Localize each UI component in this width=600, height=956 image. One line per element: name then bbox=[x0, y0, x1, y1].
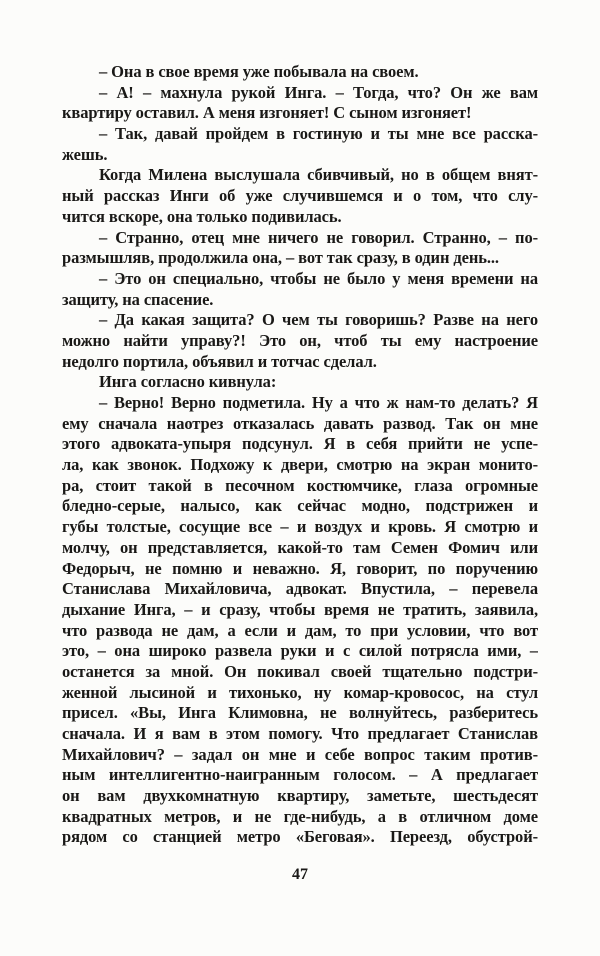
text-line: защиту, на спасение. bbox=[62, 289, 214, 309]
text-line: молчу, он представляется, какой-то там Семен Фомич или bbox=[62, 537, 538, 557]
text-line: Федорыч, не помню и неважно. Я, говорит, по поручению bbox=[62, 558, 538, 578]
text-line: – Это он специально, чтобы не было у меня времени на bbox=[99, 268, 538, 288]
text-line: женной лысиной и тихонько, ну комар-кровосос, на стул bbox=[62, 682, 538, 702]
text-line: жешь. bbox=[62, 144, 108, 164]
text-line: ему сначала наотрез отказалась давать развод. Так он мне bbox=[62, 413, 538, 433]
text-line: ным интеллигентно-наигранным голосом. – А предлагает bbox=[62, 765, 538, 785]
text-line: что развода не дам, а если и дам, то при условии, что вот bbox=[62, 620, 538, 640]
text-line: Когда Милена выслушала сбивчивый, но в общем внят- bbox=[99, 165, 538, 185]
text-line: – Да какая защита? О чем ты говоришь? Разве на него bbox=[99, 310, 538, 330]
text-line: квартиру оставил. А меня изгоняет! С сыном изгоняет! bbox=[62, 103, 472, 123]
text-line: квадратных метров, и не где-нибудь, а в отличном доме bbox=[62, 806, 538, 826]
text-line: рядом со станцией метро «Беговая». Переезд, обустрой- bbox=[62, 827, 538, 847]
text-line: губы толстые, сосущие все – и воздух и кровь. Я смотрю и bbox=[62, 517, 538, 537]
text-line: сначала. И я вам в этом помогу. Что предлагает Станислав bbox=[62, 724, 538, 743]
text-line: ла, как звонок. Подхожу к двери, смотрю на экран монито- bbox=[62, 455, 538, 475]
text-line: – Так, давай пройдем в гостиную и ты мне все расска- bbox=[99, 124, 538, 144]
text-line: Станислава Михайловича, адвокат. Впустила, – перевела bbox=[62, 579, 538, 599]
text-line: – Странно, отец мне ничего не говорил. Странно, – по- bbox=[99, 227, 538, 247]
text-line: Инга согласно кивнула: bbox=[99, 372, 277, 392]
text-line: – Она в свое время уже побывала на своем. bbox=[99, 62, 419, 81]
text-line: дыхание Инга, – и сразу, чтобы время не тратить, заявила, bbox=[62, 599, 538, 619]
text-line: недолго портила, объявил и тотчас сделал. bbox=[62, 351, 377, 371]
text-line: этого адвоката-упыря подсунул. Я в себя прийти не успе- bbox=[62, 434, 538, 454]
text-line: бледно-серые, налысо, как сейчас модно, подстрижен и bbox=[62, 496, 538, 516]
text-line: присел. «Вы, Инга Климовна, не волнуйтесь, разберитесь bbox=[62, 703, 538, 723]
text-line: – А! – махнула рукой Инга. – Тогда, что? Он же вам bbox=[99, 82, 538, 102]
text-line: – Верно! Верно подметила. Ну а что ж нам-то делать? Я bbox=[99, 393, 538, 412]
text-line: размышляв, продолжила она, – вот так сразу, в один день... bbox=[62, 248, 499, 268]
page-text bbox=[62, 62, 538, 848]
text-line: останется за мной. Он покивал своей тщательно подстри- bbox=[62, 661, 538, 681]
text-line: чится вскоре, она только подивилась. bbox=[62, 206, 342, 226]
text-line: Михайлович? – задал он мне и себе вопрос таким против- bbox=[62, 744, 538, 764]
page-number: 47 bbox=[292, 866, 308, 883]
text-line: ра, стоит такой в песочном костюмчике, глаза огромные bbox=[62, 475, 538, 495]
text-line: ный рассказ Инги об уже случившемся и о том, что слу- bbox=[62, 186, 538, 206]
text-line: можно найти управу?! Это он, чтоб ты ему настроение bbox=[62, 330, 538, 350]
text-line: это, – она широко развела руки и с силой потрясла ими, – bbox=[62, 641, 538, 661]
text-line: он вам двухкомнатную квартиру, заметьте, шестьдесят bbox=[62, 786, 538, 806]
